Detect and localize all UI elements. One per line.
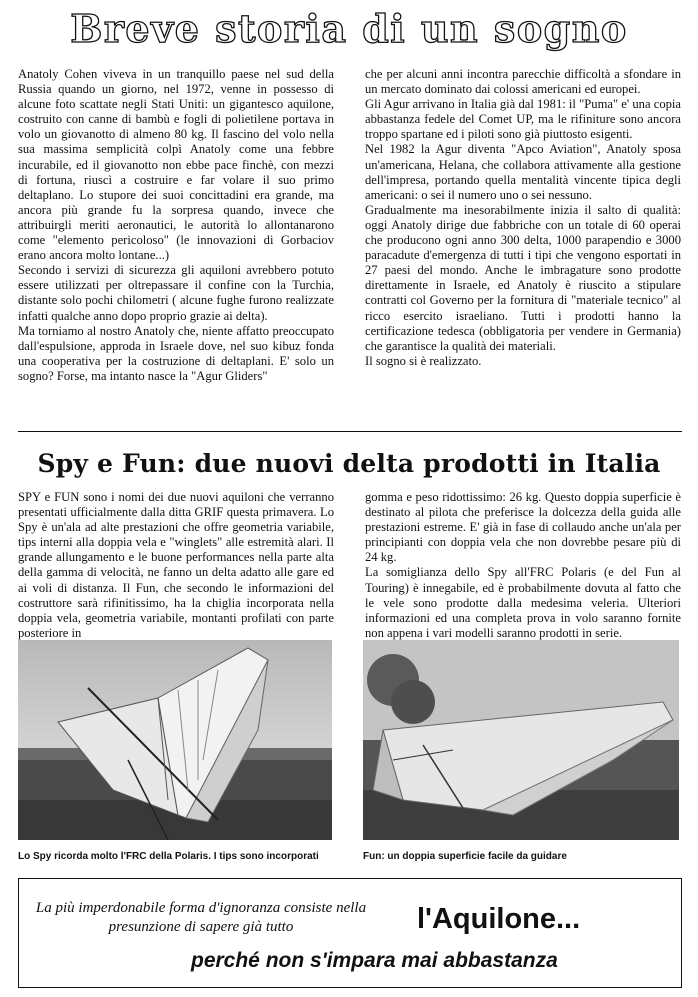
article-title: Spy e Fun: due nuovi delta prodotti in Italia (37, 449, 661, 478)
paragraph: Nel 1982 la Agur diventa "Apco Aviation", Anatoly sposa un'americana, Helana, che collabora attivamente alla gestione dell'impresa, portando quella mentalità vincente tipica degli americani: o sei il numero uno o sei nessuno. (365, 142, 681, 202)
photo-caption: Lo Spy ricorda molto l'FRC della Polaris. I tips sono incorporati (18, 851, 319, 862)
paragraph: Secondo i servizi di sicurezza gli aquiloni avrebbero potuto essere utilizzati per oltrepassare il confine con la Turchia, distante solo pochi chilometri ( alcune fughe furono realizzate infatti qualche anno dopo proprio grazie ai delta). (18, 263, 334, 323)
paragraph: che per alcuni anni incontra parecchie difficoltà a sfondare in un mercato dominato dai colossi americani ed europei. (365, 67, 681, 97)
spy-glider-illustration (18, 640, 332, 840)
footer-quote-box (18, 878, 682, 988)
fun-glider-illustration (363, 640, 679, 840)
article-column-right (365, 67, 681, 369)
paragraph: SPY e FUN sono i nomi dei due nuovi aquiloni che verranno presentati ufficialmente dalla ditta GRIF questa primavera. Lo Spy è un'ala ad alte prestazioni che offre geometria variabile, tips interni alla doppia vela e "winglets" alle estremità alari. Il grande allungamento e le buone performances nella parte alta della gamma di velocità, ne fanno un delta adatto alle gare ed ai voli di distanza. Il Fun, che secondo le informazioni del costruttore sarà rifinitissimo, ha la chiglia incorporata nella doppia vela, geometria variabile, montanti profilati con parte posteriore in (18, 490, 334, 640)
quote-text: La più imperdonabile forma d'ignoranza consiste nella presunzione di sapere già tutto (35, 900, 367, 935)
article-column-right (365, 490, 681, 641)
section-divider (18, 431, 682, 432)
paragraph: Anatoly Cohen viveva in un tranquillo paese nel sud della Russia quando un giorno, nel 1972, venne in possesso di alcune foto scattate negli Stati Uniti: un gigantesco aquilone, costruito con canne di bambù e fogli di polietilene portava in volo un giovanotto di almeno 80 kg. Il fascino del volo nella sua massima semplicità colpì Anatoly come una febbre incurabile, ed il giovanotto non ebbe pace finchè, con mezzi di fortuna, riuscì a costruire e far volare il suo primo deltaplano. Lo stupore dei suoi concittadini era grande, ma ancora più grande fu la sorpresa quando, invece che attribuirgli meriti aeronautici, le autorità lo allontanarono come "elemento pericoloso" (le innovazioni di Gorbaciov erano ancora molto lontane...) (18, 67, 334, 263)
paragraph: La somiglianza dello Spy all'FRC Polaris (e del Fun al Touring) è innegabile, ed è probabilmente dovuta al fatto che le vele sono prodotte dalla medesima veleria. Ulteriori informazioni ed una completa prova in volo saranno fornite non appena i vari modelli saranno prodotti in serie. (365, 565, 681, 640)
paragraph: Gradualmente ma inesorabilmente inizia il salto di qualità: oggi Anatoly dirige due fabbriche con un totale di 60 operai che producono ogni anno 300 delta, 1000 parapendio e 3000 paracadute d'emergenza di tutti i tipi che vengono esportati in 27 paesi del mondo. Anche le imbragature sono prodotte direttamente in Israele, ed Anatoly è riuscito a stipulare contratti col Governo per la fornitura di "materiale tecnico" al ricco esercito israeliano. Tutti i prodotti hanno la certificazione tedesca (obbligatoria per vendere in Germania) che garantisce la qualità dei materiali. (365, 202, 681, 353)
paragraph: Il sogno si è realizzato. (365, 353, 482, 368)
brand-title: l'Aquilone... (417, 903, 581, 935)
article-column-left (18, 67, 334, 384)
spy-glider-photo (18, 640, 332, 840)
paragraph: Gli Agur arrivano in Italia già dal 1981: il "Puma" e' una copia abbastanza fedele del Comet UP, ma le rifiniture sono ancora troppo spartane ed i piloti sono già piuttosto esigenti. (365, 97, 681, 142)
paragraph: gomma e peso ridottissimo: 26 kg. Questo doppia superficie è destinato al pilota che preferisce la dolcezza della guida alle prestazioni estreme. E' già in fase di collaudo anche un'ala per principianti con doppia vela che non dovrebbe pesare più di 24 kg. (365, 490, 681, 565)
photo-caption: Fun: un doppia superficie facile da guidare (363, 851, 567, 862)
article-column-left (18, 490, 334, 641)
article-title: Breve storia di un sogno (70, 6, 628, 51)
paragraph: Ma torniamo al nostro Anatoly che, niente affatto preoccupato dall'espulsione, approda in Israele dove, nel suo kibuz fonda una cooperativa per la costruzione di deltaplani. E' solo un sogno? Forse, ma intanto nasce la "Agur Gliders" (18, 323, 334, 383)
brand-tagline: perché non s'impara mai abbastanza (191, 949, 558, 972)
fun-glider-photo (363, 640, 679, 840)
